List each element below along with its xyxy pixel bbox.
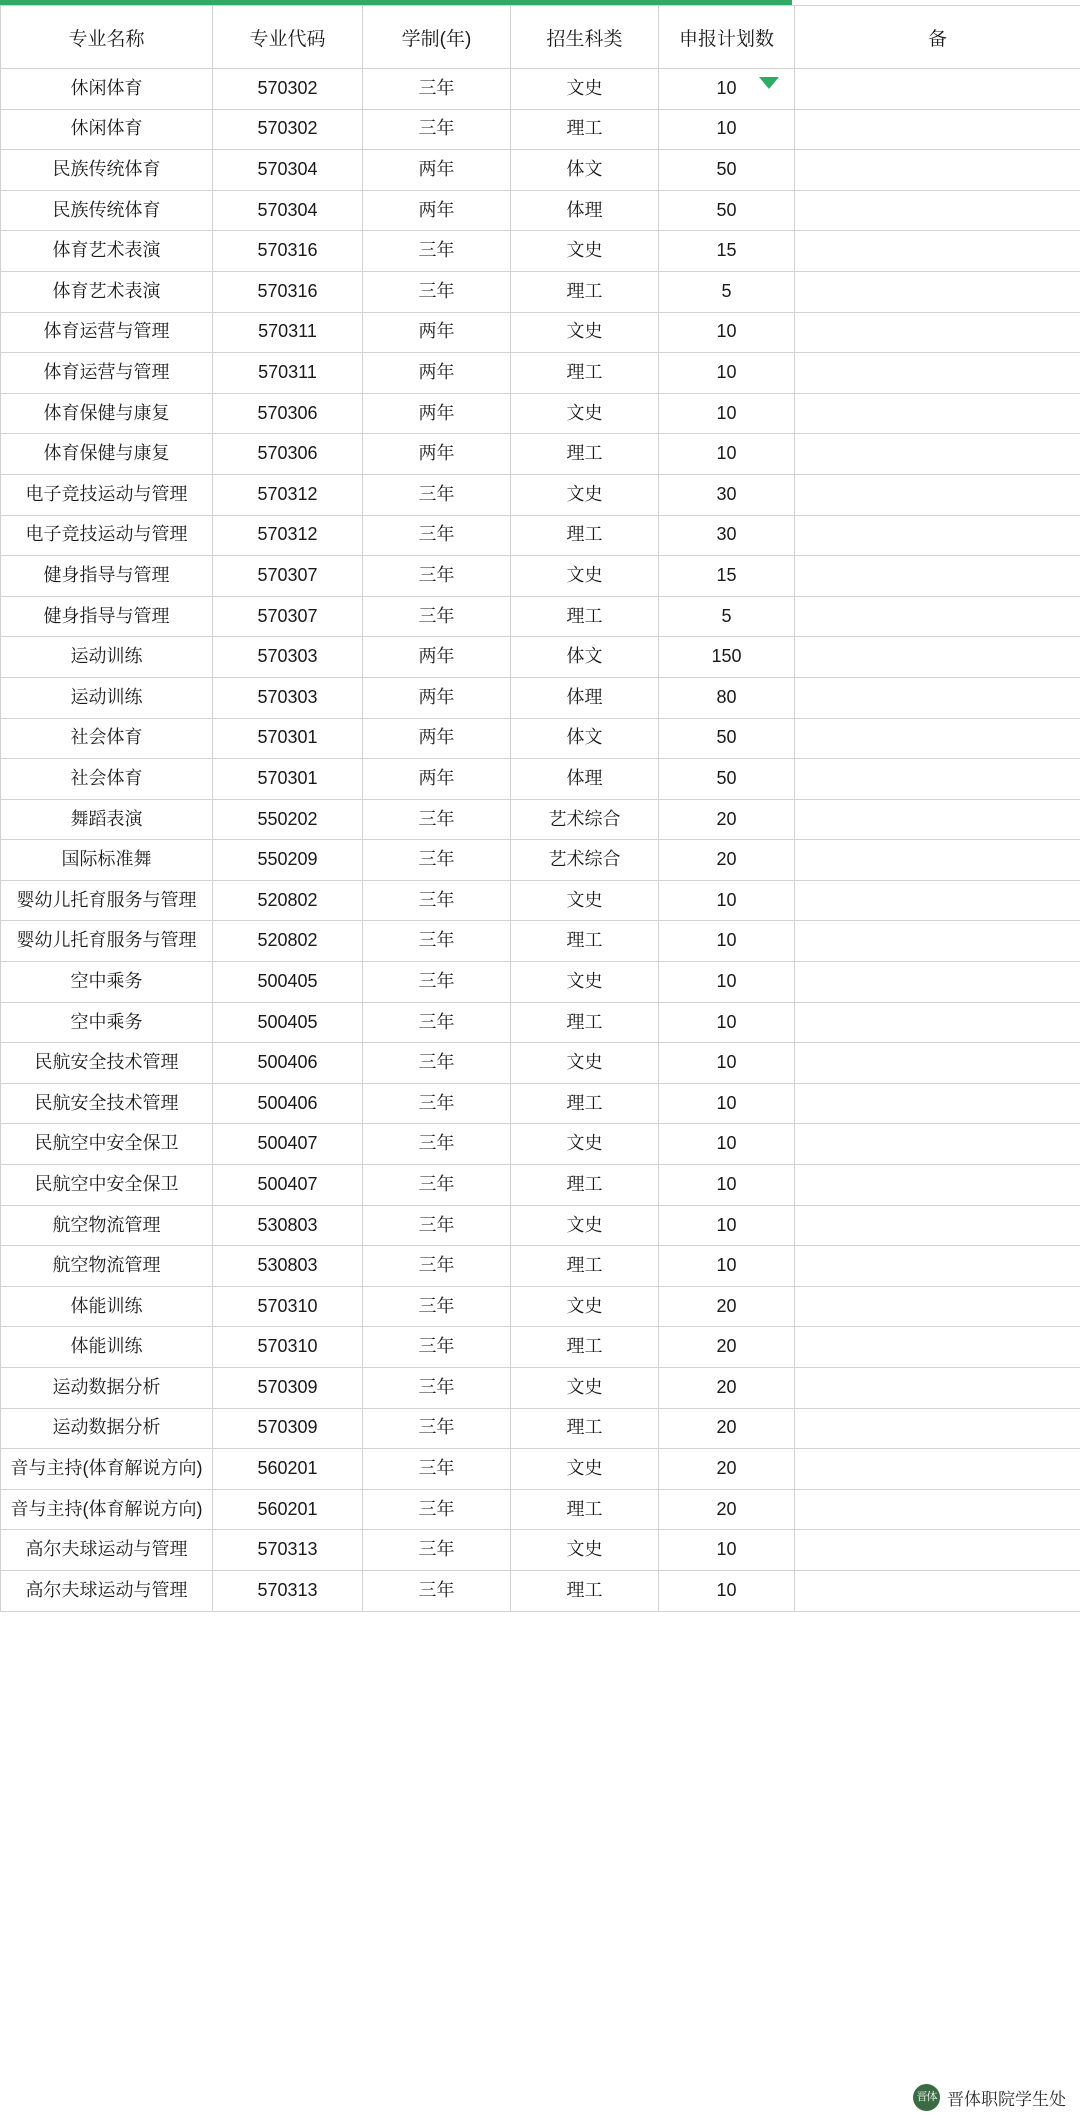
cell-subject: 体文 bbox=[511, 150, 659, 191]
cell-count: 50 bbox=[659, 718, 795, 759]
cell-remark bbox=[795, 434, 1080, 475]
cell-remark bbox=[795, 1408, 1080, 1449]
cell-years: 三年 bbox=[363, 1327, 511, 1368]
cell-remark bbox=[795, 880, 1080, 921]
cell-code: 560201 bbox=[213, 1449, 363, 1490]
cell-subject: 体理 bbox=[511, 759, 659, 800]
table-row bbox=[1, 474, 1080, 515]
cell-code: 570301 bbox=[213, 759, 363, 800]
cell-remark bbox=[795, 1530, 1080, 1571]
cell-code: 500405 bbox=[213, 1002, 363, 1043]
cell-subject: 体文 bbox=[511, 637, 659, 678]
cell-years: 三年 bbox=[363, 1449, 511, 1490]
table-row bbox=[1, 353, 1080, 394]
cell-major: 婴幼儿托育服务与管理 bbox=[1, 880, 213, 921]
cell-years: 两年 bbox=[363, 759, 511, 800]
table-row bbox=[1, 637, 1080, 678]
table-row bbox=[1, 1408, 1080, 1449]
cell-code: 570310 bbox=[213, 1327, 363, 1368]
table-row bbox=[1, 1205, 1080, 1246]
cell-code: 570310 bbox=[213, 1286, 363, 1327]
table-row bbox=[1, 150, 1080, 191]
cell-subject: 文史 bbox=[511, 69, 659, 110]
cell-count: 20 bbox=[659, 1408, 795, 1449]
cell-code: 570311 bbox=[213, 353, 363, 394]
cell-years: 三年 bbox=[363, 1530, 511, 1571]
table-row bbox=[1, 759, 1080, 800]
cell-code: 570304 bbox=[213, 150, 363, 191]
cell-major: 体育运营与管理 bbox=[1, 353, 213, 394]
cell-count: 10 bbox=[659, 434, 795, 475]
cell-remark bbox=[795, 1246, 1080, 1287]
cell-major: 体能训练 bbox=[1, 1286, 213, 1327]
cell-years: 三年 bbox=[363, 231, 511, 272]
cell-count: 10 bbox=[659, 1205, 795, 1246]
cell-remark bbox=[795, 1165, 1080, 1206]
table-row bbox=[1, 1489, 1080, 1530]
admission-plan-table bbox=[0, 5, 1080, 1612]
cell-remark bbox=[795, 637, 1080, 678]
cell-major: 电子竞技运动与管理 bbox=[1, 515, 213, 556]
cell-major: 空中乘务 bbox=[1, 962, 213, 1003]
cell-remark bbox=[795, 921, 1080, 962]
cell-subject: 理工 bbox=[511, 1002, 659, 1043]
cell-years: 三年 bbox=[363, 556, 511, 597]
table-row bbox=[1, 1286, 1080, 1327]
cell-subject: 体理 bbox=[511, 677, 659, 718]
cell-code: 570316 bbox=[213, 231, 363, 272]
cell-count: 20 bbox=[659, 1286, 795, 1327]
cell-code: 550202 bbox=[213, 799, 363, 840]
table-row bbox=[1, 231, 1080, 272]
cell-subject: 理工 bbox=[511, 1165, 659, 1206]
cell-count: 10 bbox=[659, 1570, 795, 1611]
cell-major: 运动数据分析 bbox=[1, 1368, 213, 1409]
cell-remark bbox=[795, 840, 1080, 881]
cell-years: 三年 bbox=[363, 69, 511, 110]
cell-code: 520802 bbox=[213, 921, 363, 962]
cell-code: 500407 bbox=[213, 1124, 363, 1165]
cell-major: 民族传统体育 bbox=[1, 150, 213, 191]
cell-subject: 文史 bbox=[511, 1043, 659, 1084]
cell-count: 20 bbox=[659, 1368, 795, 1409]
table-row bbox=[1, 271, 1080, 312]
watermark-logo: 晋体 bbox=[913, 2084, 940, 2111]
cell-subject: 文史 bbox=[511, 880, 659, 921]
cell-subject: 理工 bbox=[511, 1570, 659, 1611]
cell-subject: 文史 bbox=[511, 1368, 659, 1409]
cell-years: 两年 bbox=[363, 718, 511, 759]
cell-count: 10 bbox=[659, 69, 795, 110]
table-row bbox=[1, 880, 1080, 921]
table-row bbox=[1, 312, 1080, 353]
cell-major: 电子竞技运动与管理 bbox=[1, 474, 213, 515]
cell-years: 三年 bbox=[363, 1286, 511, 1327]
cell-subject: 理工 bbox=[511, 1327, 659, 1368]
cell-years: 两年 bbox=[363, 190, 511, 231]
cell-subject: 文史 bbox=[511, 1124, 659, 1165]
cell-remark bbox=[795, 1286, 1080, 1327]
cell-count: 20 bbox=[659, 1489, 795, 1530]
cell-code: 570303 bbox=[213, 637, 363, 678]
cell-major: 民航安全技术管理 bbox=[1, 1043, 213, 1084]
cell-years: 三年 bbox=[363, 1570, 511, 1611]
cell-count: 10 bbox=[659, 880, 795, 921]
cell-remark bbox=[795, 1327, 1080, 1368]
cell-major: 社会体育 bbox=[1, 718, 213, 759]
cell-subject: 理工 bbox=[511, 353, 659, 394]
cell-subject: 文史 bbox=[511, 1449, 659, 1490]
cell-remark bbox=[795, 759, 1080, 800]
cell-remark bbox=[795, 1002, 1080, 1043]
table-row bbox=[1, 1165, 1080, 1206]
cell-subject: 文史 bbox=[511, 231, 659, 272]
cell-years: 三年 bbox=[363, 596, 511, 637]
cell-subject: 文史 bbox=[511, 1286, 659, 1327]
table-row bbox=[1, 596, 1080, 637]
cell-years: 三年 bbox=[363, 962, 511, 1003]
cell-years: 三年 bbox=[363, 840, 511, 881]
cell-count: 20 bbox=[659, 1449, 795, 1490]
cell-remark bbox=[795, 393, 1080, 434]
column-header-years: 学制(年) bbox=[363, 6, 511, 69]
cell-code: 500405 bbox=[213, 962, 363, 1003]
cell-code: 530803 bbox=[213, 1205, 363, 1246]
cell-count: 20 bbox=[659, 799, 795, 840]
cell-count: 50 bbox=[659, 190, 795, 231]
cell-years: 三年 bbox=[363, 1165, 511, 1206]
table-row bbox=[1, 1043, 1080, 1084]
cell-major: 体育保健与康复 bbox=[1, 393, 213, 434]
cell-subject: 文史 bbox=[511, 962, 659, 1003]
cell-remark bbox=[795, 474, 1080, 515]
cell-count: 20 bbox=[659, 1327, 795, 1368]
cell-subject: 理工 bbox=[511, 271, 659, 312]
cell-major: 运动数据分析 bbox=[1, 1408, 213, 1449]
column-header-subject: 招生科类 bbox=[511, 6, 659, 69]
cell-years: 三年 bbox=[363, 1489, 511, 1530]
table-row bbox=[1, 718, 1080, 759]
table-row bbox=[1, 677, 1080, 718]
cell-years: 两年 bbox=[363, 150, 511, 191]
cell-code: 570312 bbox=[213, 515, 363, 556]
table-row bbox=[1, 1083, 1080, 1124]
cell-remark bbox=[795, 515, 1080, 556]
cell-major: 民航空中安全保卫 bbox=[1, 1124, 213, 1165]
cell-count: 50 bbox=[659, 759, 795, 800]
cell-subject: 艺术综合 bbox=[511, 799, 659, 840]
cell-count: 10 bbox=[659, 1165, 795, 1206]
cell-count: 15 bbox=[659, 231, 795, 272]
cell-major: 体育保健与康复 bbox=[1, 434, 213, 475]
table-row bbox=[1, 109, 1080, 150]
cell-count: 10 bbox=[659, 962, 795, 1003]
cell-years: 三年 bbox=[363, 474, 511, 515]
cell-count: 30 bbox=[659, 515, 795, 556]
cell-major: 国际标准舞 bbox=[1, 840, 213, 881]
cell-years: 三年 bbox=[363, 880, 511, 921]
table-row bbox=[1, 1530, 1080, 1571]
cell-remark bbox=[795, 799, 1080, 840]
cell-subject: 理工 bbox=[511, 109, 659, 150]
cell-years: 两年 bbox=[363, 353, 511, 394]
table-row bbox=[1, 515, 1080, 556]
cell-code: 550209 bbox=[213, 840, 363, 881]
cell-major: 体育艺术表演 bbox=[1, 231, 213, 272]
cell-code: 530803 bbox=[213, 1246, 363, 1287]
cell-major: 航空物流管理 bbox=[1, 1205, 213, 1246]
cell-major: 民航安全技术管理 bbox=[1, 1083, 213, 1124]
cell-count: 15 bbox=[659, 556, 795, 597]
cell-remark bbox=[795, 1489, 1080, 1530]
cell-code: 500406 bbox=[213, 1043, 363, 1084]
chevron-down-icon[interactable] bbox=[756, 72, 782, 94]
cell-count: 150 bbox=[659, 637, 795, 678]
cell-code: 570306 bbox=[213, 434, 363, 475]
cell-subject: 理工 bbox=[511, 1489, 659, 1530]
cell-count: 30 bbox=[659, 474, 795, 515]
cell-remark bbox=[795, 109, 1080, 150]
cell-remark bbox=[795, 1570, 1080, 1611]
cell-code: 570306 bbox=[213, 393, 363, 434]
table-row bbox=[1, 1327, 1080, 1368]
column-header-remark: 备 bbox=[795, 6, 1080, 69]
cell-code: 570307 bbox=[213, 596, 363, 637]
cell-count: 10 bbox=[659, 1043, 795, 1084]
cell-subject: 体理 bbox=[511, 190, 659, 231]
cell-subject: 文史 bbox=[511, 1205, 659, 1246]
cell-subject: 文史 bbox=[511, 393, 659, 434]
cell-count: 10 bbox=[659, 1124, 795, 1165]
cell-remark bbox=[795, 1124, 1080, 1165]
table-row bbox=[1, 69, 1080, 110]
cell-major: 休闲体育 bbox=[1, 109, 213, 150]
cell-count: 10 bbox=[659, 1083, 795, 1124]
cell-major: 健身指导与管理 bbox=[1, 556, 213, 597]
cell-count: 80 bbox=[659, 677, 795, 718]
cell-count: 10 bbox=[659, 1530, 795, 1571]
cell-code: 570309 bbox=[213, 1368, 363, 1409]
cell-code: 570302 bbox=[213, 109, 363, 150]
admission-plan-table-container bbox=[0, 5, 1080, 1612]
cell-code: 500407 bbox=[213, 1165, 363, 1206]
cell-subject: 理工 bbox=[511, 596, 659, 637]
cell-count: 5 bbox=[659, 596, 795, 637]
cell-code: 570303 bbox=[213, 677, 363, 718]
cell-code: 560201 bbox=[213, 1489, 363, 1530]
cell-subject: 理工 bbox=[511, 434, 659, 475]
cell-count: 10 bbox=[659, 109, 795, 150]
cell-remark bbox=[795, 677, 1080, 718]
table-row bbox=[1, 434, 1080, 475]
table-header-row bbox=[1, 6, 1080, 69]
cell-years: 三年 bbox=[363, 1002, 511, 1043]
cell-subject: 文史 bbox=[511, 556, 659, 597]
table-row bbox=[1, 1246, 1080, 1287]
cell-remark bbox=[795, 190, 1080, 231]
cell-remark bbox=[795, 596, 1080, 637]
cell-remark bbox=[795, 1368, 1080, 1409]
cell-years: 三年 bbox=[363, 1246, 511, 1287]
cell-remark bbox=[795, 718, 1080, 759]
cell-code: 570312 bbox=[213, 474, 363, 515]
cell-major: 社会体育 bbox=[1, 759, 213, 800]
table-row bbox=[1, 1002, 1080, 1043]
cell-years: 三年 bbox=[363, 1083, 511, 1124]
cell-major: 航空物流管理 bbox=[1, 1246, 213, 1287]
cell-subject: 理工 bbox=[511, 921, 659, 962]
cell-major: 音与主持(体育解说方向) bbox=[1, 1489, 213, 1530]
cell-years: 三年 bbox=[363, 1408, 511, 1449]
column-header-count: 申报计划数 bbox=[659, 6, 795, 69]
cell-years: 三年 bbox=[363, 1368, 511, 1409]
table-row bbox=[1, 1570, 1080, 1611]
cell-years: 三年 bbox=[363, 921, 511, 962]
cell-major: 民族传统体育 bbox=[1, 190, 213, 231]
cell-code: 500406 bbox=[213, 1083, 363, 1124]
cell-years: 三年 bbox=[363, 1124, 511, 1165]
column-header-code: 专业代码 bbox=[213, 6, 363, 69]
table-row bbox=[1, 393, 1080, 434]
cell-remark bbox=[795, 1205, 1080, 1246]
cell-major: 婴幼儿托育服务与管理 bbox=[1, 921, 213, 962]
cell-subject: 理工 bbox=[511, 1246, 659, 1287]
table-row bbox=[1, 1368, 1080, 1409]
table-row bbox=[1, 921, 1080, 962]
table-row bbox=[1, 190, 1080, 231]
cell-major: 舞蹈表演 bbox=[1, 799, 213, 840]
cell-subject: 文史 bbox=[511, 312, 659, 353]
cell-subject: 理工 bbox=[511, 1083, 659, 1124]
watermark-label: 晋体职院学生处 bbox=[947, 2090, 1066, 2109]
cell-years: 两年 bbox=[363, 637, 511, 678]
cell-count: 10 bbox=[659, 1246, 795, 1287]
cell-remark bbox=[795, 1083, 1080, 1124]
cell-count: 10 bbox=[659, 1002, 795, 1043]
cell-years: 三年 bbox=[363, 1205, 511, 1246]
cell-major: 体育艺术表演 bbox=[1, 271, 213, 312]
cell-years: 三年 bbox=[363, 799, 511, 840]
cell-major: 运动训练 bbox=[1, 637, 213, 678]
cell-remark bbox=[795, 150, 1080, 191]
cell-count: 10 bbox=[659, 393, 795, 434]
cell-years: 三年 bbox=[363, 109, 511, 150]
cell-years: 两年 bbox=[363, 677, 511, 718]
table-body bbox=[1, 69, 1080, 1612]
cell-remark bbox=[795, 962, 1080, 1003]
cell-code: 570301 bbox=[213, 718, 363, 759]
table-row bbox=[1, 840, 1080, 881]
cell-count: 10 bbox=[659, 921, 795, 962]
cell-remark bbox=[795, 556, 1080, 597]
cell-code: 570302 bbox=[213, 69, 363, 110]
cell-code: 570313 bbox=[213, 1530, 363, 1571]
cell-remark bbox=[795, 1043, 1080, 1084]
cell-years: 两年 bbox=[363, 393, 511, 434]
cell-count: 50 bbox=[659, 150, 795, 191]
cell-major: 体能训练 bbox=[1, 1327, 213, 1368]
cell-major: 体育运营与管理 bbox=[1, 312, 213, 353]
cell-count: 5 bbox=[659, 271, 795, 312]
cell-remark bbox=[795, 312, 1080, 353]
watermark bbox=[909, 2082, 1070, 2113]
cell-major: 健身指导与管理 bbox=[1, 596, 213, 637]
cell-code: 570304 bbox=[213, 190, 363, 231]
cell-years: 两年 bbox=[363, 312, 511, 353]
cell-major: 空中乘务 bbox=[1, 1002, 213, 1043]
cell-years: 三年 bbox=[363, 271, 511, 312]
cell-major: 高尔夫球运动与管理 bbox=[1, 1530, 213, 1571]
cell-count: 20 bbox=[659, 840, 795, 881]
cell-code: 520802 bbox=[213, 880, 363, 921]
cell-code: 570316 bbox=[213, 271, 363, 312]
cell-major: 运动训练 bbox=[1, 677, 213, 718]
cell-remark bbox=[795, 69, 1080, 110]
cell-subject: 文史 bbox=[511, 1530, 659, 1571]
cell-major: 高尔夫球运动与管理 bbox=[1, 1570, 213, 1611]
cell-code: 570313 bbox=[213, 1570, 363, 1611]
cell-remark bbox=[795, 271, 1080, 312]
cell-major: 音与主持(体育解说方向) bbox=[1, 1449, 213, 1490]
table-row bbox=[1, 1449, 1080, 1490]
cell-subject: 体文 bbox=[511, 718, 659, 759]
table-row bbox=[1, 962, 1080, 1003]
cell-remark bbox=[795, 231, 1080, 272]
column-header-major: 专业名称 bbox=[1, 6, 213, 69]
cell-subject: 艺术综合 bbox=[511, 840, 659, 881]
cell-count: 10 bbox=[659, 312, 795, 353]
cell-years: 三年 bbox=[363, 515, 511, 556]
cell-count: 10 bbox=[659, 353, 795, 394]
cell-years: 两年 bbox=[363, 434, 511, 475]
table-row bbox=[1, 1124, 1080, 1165]
cell-code: 570311 bbox=[213, 312, 363, 353]
cell-subject: 文史 bbox=[511, 474, 659, 515]
cell-code: 570309 bbox=[213, 1408, 363, 1449]
table-row bbox=[1, 556, 1080, 597]
cell-remark bbox=[795, 1449, 1080, 1490]
cell-major: 民航空中安全保卫 bbox=[1, 1165, 213, 1206]
cell-subject: 理工 bbox=[511, 1408, 659, 1449]
cell-code: 570307 bbox=[213, 556, 363, 597]
cell-subject: 理工 bbox=[511, 515, 659, 556]
cell-remark bbox=[795, 353, 1080, 394]
cell-years: 三年 bbox=[363, 1043, 511, 1084]
cell-major: 休闲体育 bbox=[1, 69, 213, 110]
table-row bbox=[1, 799, 1080, 840]
